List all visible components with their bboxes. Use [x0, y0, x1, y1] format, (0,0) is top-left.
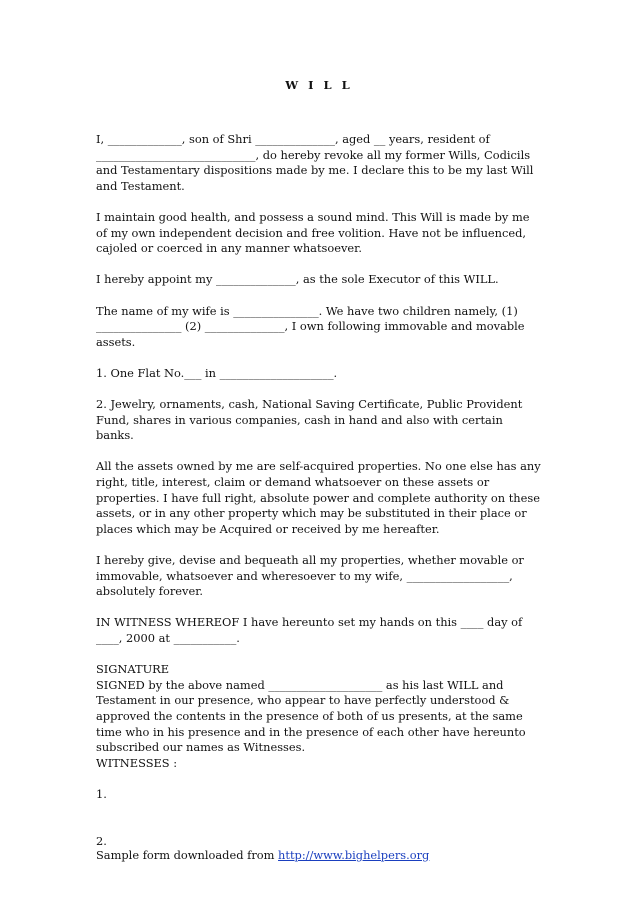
- witness-1-label: 1.: [96, 786, 107, 801]
- footer-prefix: Sample form downloaded from: [96, 848, 279, 862]
- paragraph-health: I maintain good health, and possess a sound mind. This Will is made by me of my own independent decision and free volition. Have not be influenced, cajoled or coerced in any manner whatsoever.: [96, 209, 534, 256]
- document-body: [96, 132, 544, 865]
- witness-2-label: 2.: [96, 833, 107, 848]
- paragraph-executor: I hereby appoint my ______________, as the sole Executor of this WILL.: [96, 272, 499, 287]
- document-title: W I L L: [285, 78, 353, 92]
- paragraph-witness-whereof: IN WITNESS WHEREOF I have hereunto set my hands on this ____ day of ____, 2000 at ___________.: [96, 615, 526, 645]
- paragraph-bequest: I hereby give, devise and bequeath all my properties, whether movable or immovable, whatsoever and wheresoever to my wife, __________________, absolutely forever.: [96, 553, 528, 599]
- paragraph-ownership: All the assets owned by me are self-acquired properties. No one else has any right, title, interest, claim or demand whatsoever on these assets or properties. I have full right, absolute power and complete authority on these assets, or in any other property which may be substituted in their place or places which may be Acquired or received by me hereafter.: [96, 459, 545, 536]
- paragraph-declaration: I, _____________, son of Shri ______________, aged __ years, resident of ____________________________, do hereby revoke all my former Wills, Codicils and Testamentary dispositions made by me. I declare this to be my last Will and Testament.: [96, 132, 538, 193]
- footer-link[interactable]: http://www.bighelpers.org: [278, 848, 430, 862]
- footer: [96, 848, 429, 864]
- signed-statement: SIGNED by the above named ____________________ as his last WILL and Testament in our presence, who appear to have perfectly understood & approved the contents in the presence of both of us presents, at the same time who in his presence and in the presence of each other have hereunto subscribed our names as Witnesses.: [96, 677, 530, 755]
- witnesses-heading: WITNESSES :: [96, 755, 178, 770]
- paragraph-asset-1: 1. One Flat No.___ in ____________________.: [96, 365, 338, 380]
- signature-heading: SIGNATURE: [96, 662, 170, 677]
- paragraph-family: The name of my wife is _______________. We have two children namely, (1) _______________ (2) ______________, I own following immovable and movable assets.: [96, 303, 529, 349]
- paragraph-asset-2: 2. Jewelry, ornaments, cash, National Saving Certificate, Public Provident Fund, shares in various companies, cash in hand and also with certain banks.: [96, 397, 526, 443]
